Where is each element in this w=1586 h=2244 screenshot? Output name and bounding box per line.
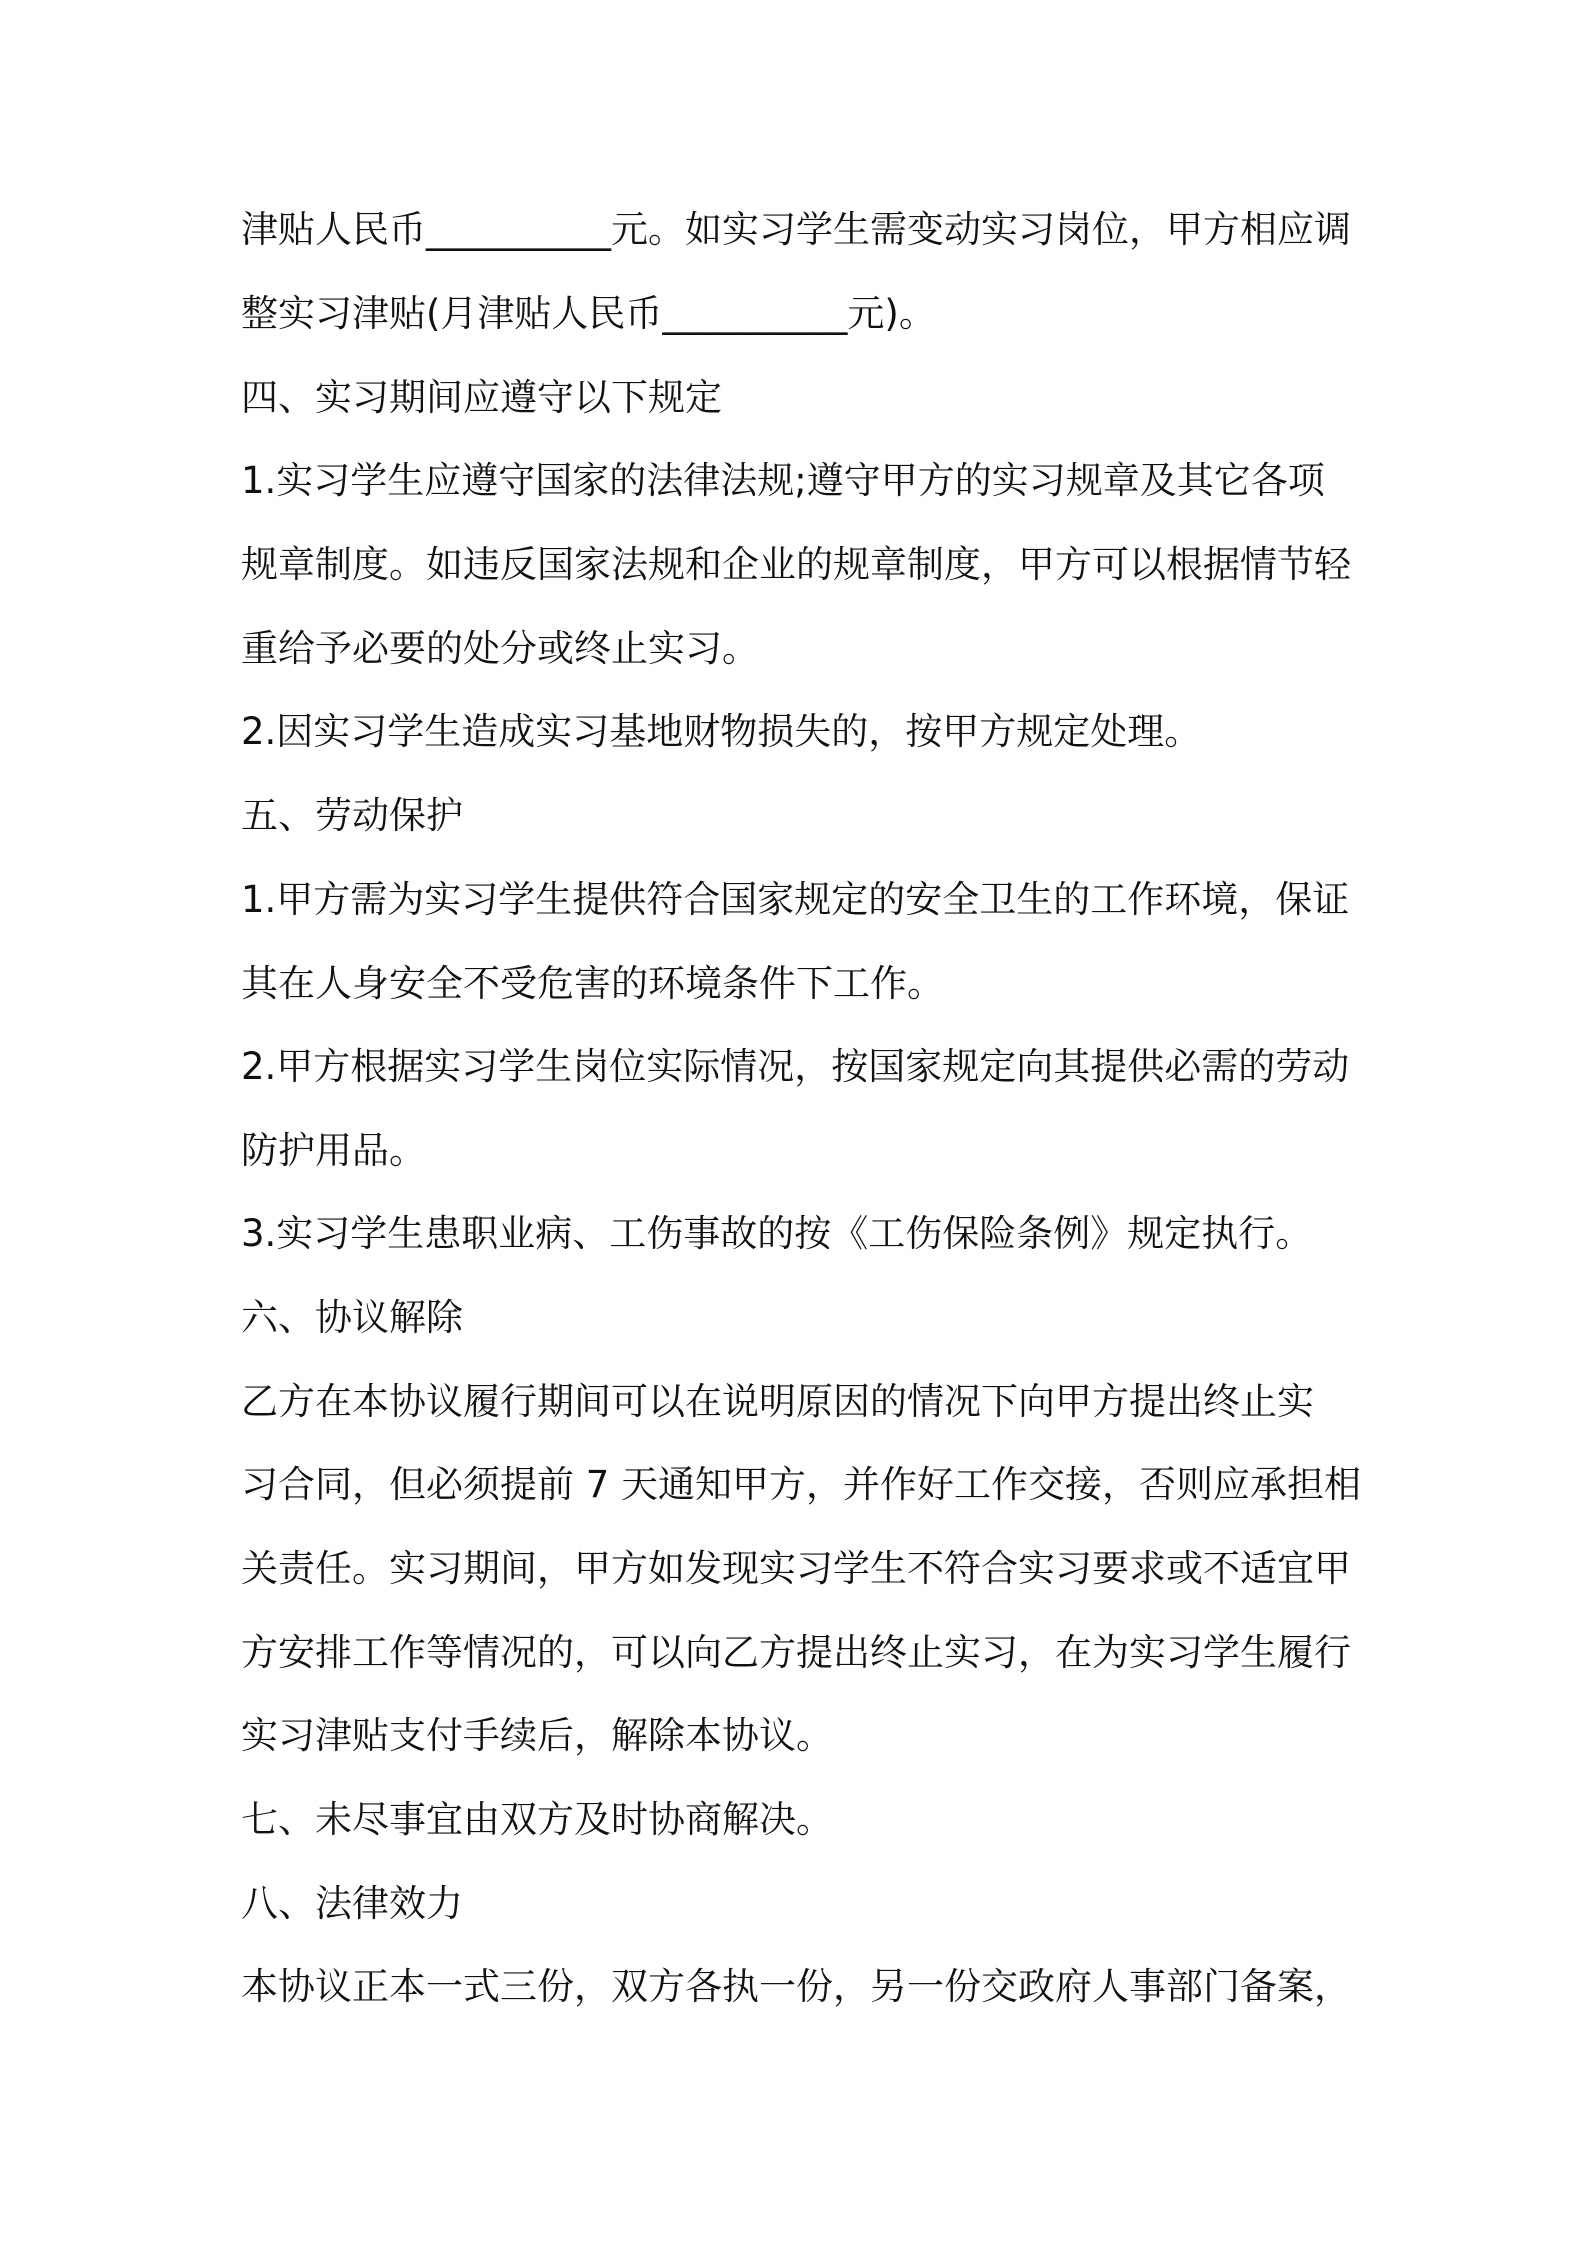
text-line: 乙方在本协议履行期间可以在说明原因的情况下向甲方提出终止实 — [241, 1380, 1314, 1423]
text-line: 其在人身安全不受危害的环境条件下工作。 — [241, 962, 944, 1005]
text-line: 1.实习学生应遵守国家的法律法规;遵守甲方的实习规章及其它各项 — [241, 459, 1325, 502]
text-line: 2.因实习学生造成实习基地财物损失的，按甲方规定处理。 — [241, 710, 1202, 753]
text-line: 1.甲方需为实习学生提供符合国家规定的安全卫生的工作环境，保证 — [241, 878, 1350, 921]
section-heading: 五、劳动保护 — [241, 794, 463, 837]
section-heading: 七、未尽事宜由双方及时协商解决。 — [241, 1798, 833, 1841]
section-heading: 六、协议解除 — [241, 1296, 463, 1339]
text-line: 规章制度。如违反国家法规和企业的规章制度，甲方可以根据情节轻 — [241, 543, 1351, 586]
text-line: 重给予必要的处分或终止实习。 — [241, 627, 759, 670]
text-line: 2.甲方根据实习学生岗位实际情况，按国家规定向其提供必需的劳动 — [241, 1045, 1350, 1088]
text-line: 关责任。实习期间，甲方如发现实习学生不符合实习要求或不适宜甲 — [241, 1547, 1351, 1590]
text-line: 本协议正本一式三份，双方各执一份，另一份交政府人事部门备案， — [241, 1965, 1351, 2008]
text-line: 实习津贴支付手续后，解除本协议。 — [241, 1714, 833, 1757]
section-heading: 四、实习期间应遵守以下规定 — [241, 376, 722, 419]
text-line: 防护用品。 — [241, 1129, 426, 1172]
text-line: 整实习津贴(月津贴人民币__________元)。 — [241, 292, 936, 335]
text-line: 习合同，但必须提前 7 天通知甲方，并作好工作交接，否则应承担相 — [241, 1463, 1362, 1506]
text-line: 津贴人民币__________元。如实习学生需变动实习岗位，甲方相应调 — [241, 208, 1351, 251]
text-line: 方安排工作等情况的，可以向乙方提出终止实习，在为实习学生履行 — [241, 1631, 1351, 1674]
text-line: 3.实习学生患职业病、工伤事故的按《工伤保险条例》规定执行。 — [241, 1212, 1313, 1255]
section-heading: 八、法律效力 — [241, 1882, 463, 1925]
